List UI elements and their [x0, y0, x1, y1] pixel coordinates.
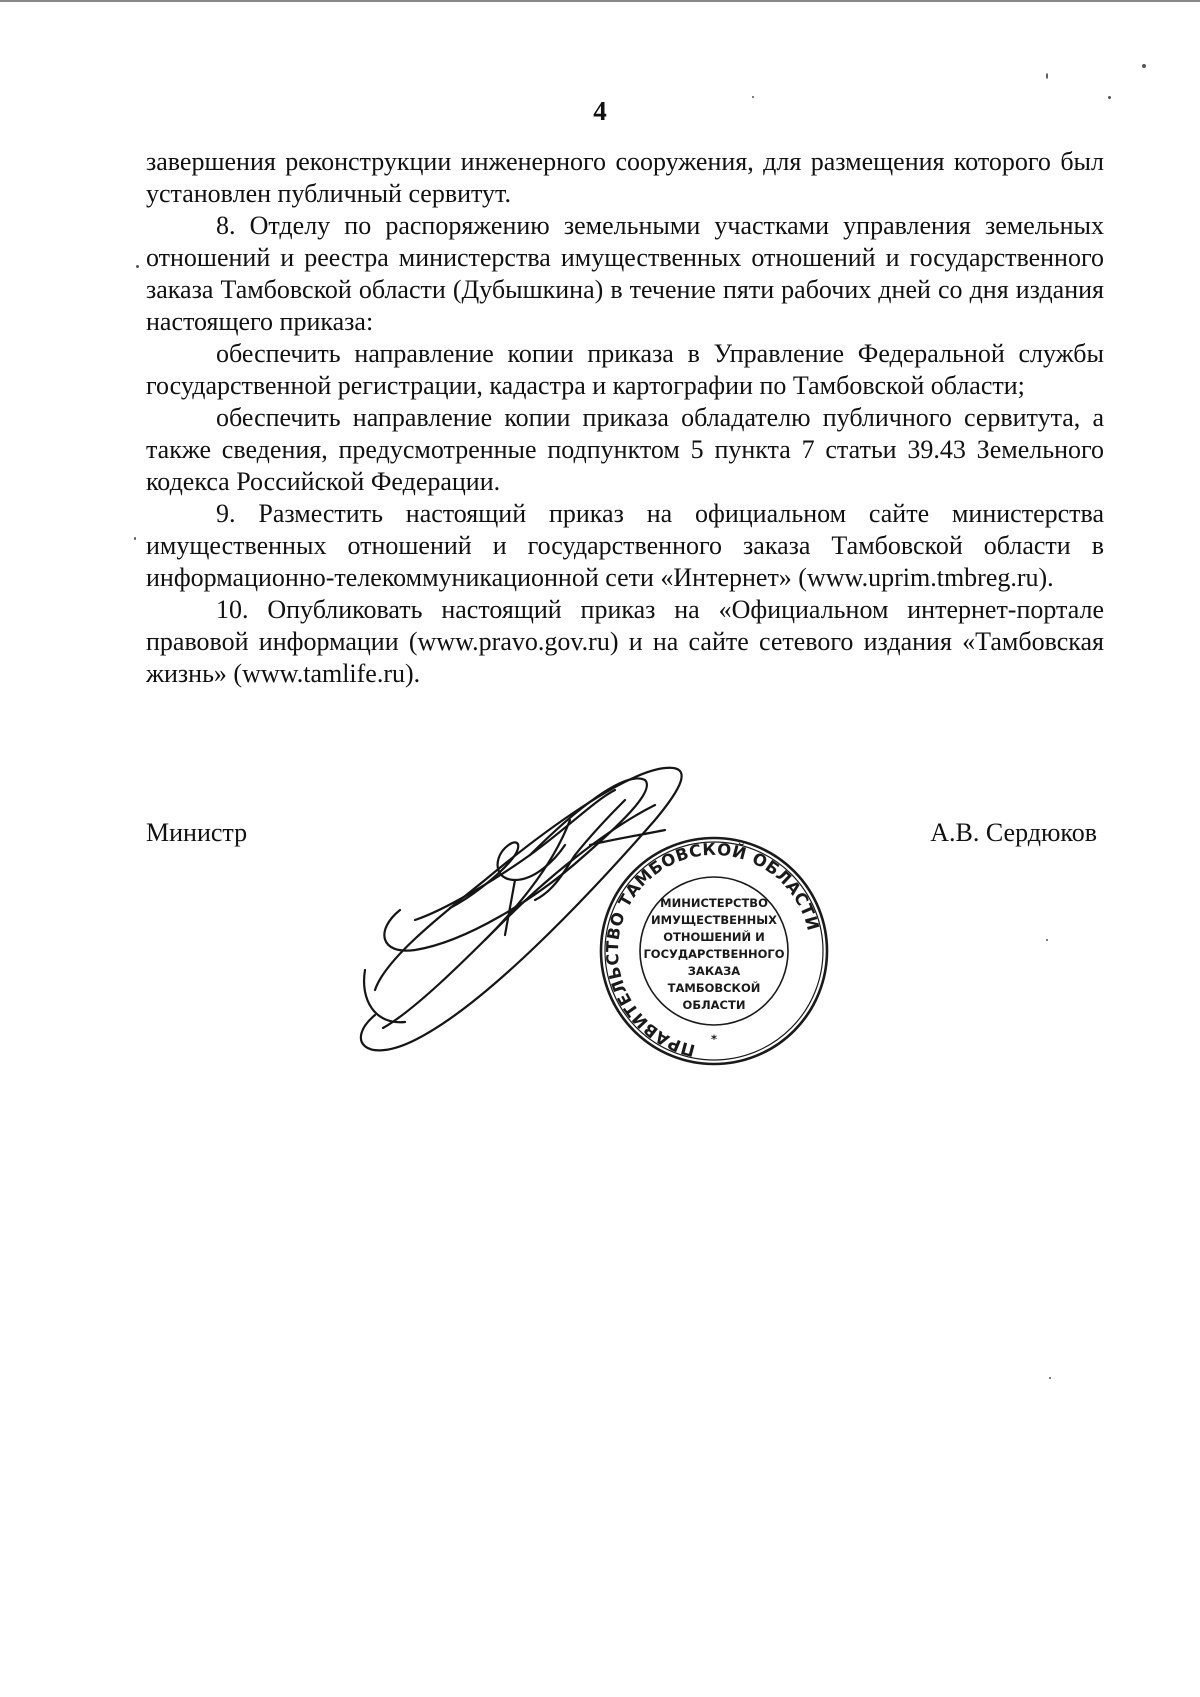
paragraph-item-9: 9. Разместить настоящий приказ на официальном сайте министерства имущественных отношений и государственного заказа Тамбовской области в информационно-телекоммуникационной сети «Интернет» (www.uprim.tmbreg.ru).	[146, 499, 1104, 592]
paragraph-item-8-subitem-1: обеспечить направление копии приказа в Управление Федеральной службы государственной регистрации, кадастра и картографии по Тамбовской области;	[146, 339, 1104, 400]
paragraph-item-8: 8. Отделу по распоряжению земельными участками управления земельных отношений и реестра министерства имущественных отношений и государственного заказа Тамбовской области (Дубышкина) в течение пяти рабочих дней со дня издания настоящего приказа:	[146, 211, 1104, 336]
seal-ring-text: ПРАВИТЕЛЬСТВО ТАМБОВСКОЙ ОБЛАСТИ	[602, 839, 823, 1061]
scan-speck	[134, 537, 136, 540]
scan-edge-line	[0, 0, 1200, 2]
scan-speck	[1142, 64, 1146, 68]
seal-star-mark: *	[710, 1032, 718, 1046]
svg-text:ЗАКАЗА: ЗАКАЗА	[687, 964, 741, 978]
paragraph-item-8-subitem-2: обеспечить направление копии приказа обладателю публичного сервитута, а также сведения, предусмотренные подпунктом 5 пункта 7 статьи 39.43 Земельного кодекса Российской Федерации.	[146, 403, 1104, 496]
svg-text:МИНИСТЕРСТВО: МИНИСТЕРСТВО	[660, 896, 768, 910]
svg-text:ОТНОШЕНИЙ И: ОТНОШЕНИЙ И	[663, 930, 765, 944]
scan-speck	[1046, 939, 1048, 941]
svg-text:ИМУЩЕСТВЕННЫХ: ИМУЩЕСТВЕННЫХ	[651, 913, 777, 927]
scan-speck	[136, 265, 139, 268]
signer-name: А.В. Сердюков	[930, 818, 1097, 847]
signer-role: Министр	[146, 818, 248, 847]
body-text	[146, 146, 1104, 690]
official-seal	[598, 835, 830, 1067]
paragraph-item-10: 10. Опубликовать настоящий приказ на «Официальном интернет-портале правовой информации (www.pravo.gov.ru) и на сайте сетевого издания «Тамбовская жизнь» (www.tamlife.ru).	[146, 595, 1104, 688]
paragraph-continuation: завершения реконструкции инженерного сооружения, для размещения которого был установлен публичный сервитут.	[146, 147, 1104, 208]
scan-speck	[1108, 96, 1111, 99]
svg-text:ОБЛАСТИ: ОБЛАСТИ	[682, 998, 746, 1012]
svg-text:ТАМБОВСКОЙ: ТАМБОВСКОЙ	[667, 981, 761, 995]
scan-speck	[1046, 73, 1048, 79]
page-number: 4	[593, 96, 607, 126]
svg-text:ГОСУДАРСТВЕННОГО: ГОСУДАРСТВЕННОГО	[643, 947, 785, 961]
scan-speck	[1049, 1377, 1051, 1379]
seal-center-text	[643, 896, 784, 1012]
scan-speck	[752, 96, 754, 98]
